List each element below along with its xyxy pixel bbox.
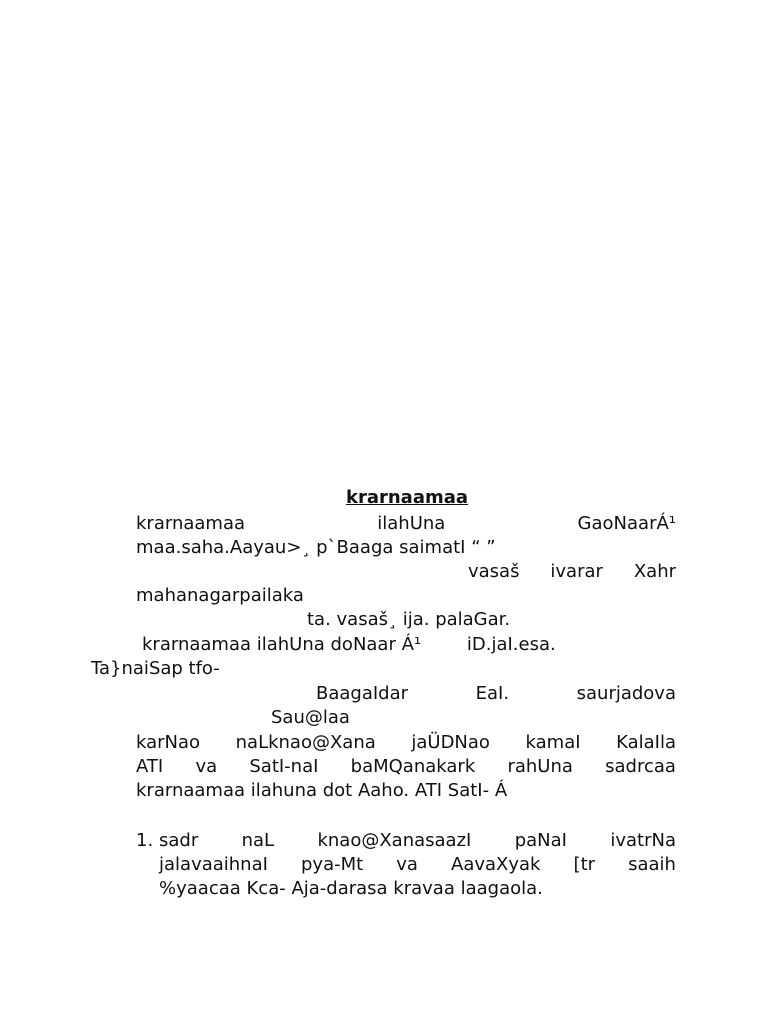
- word: pya-Mt: [301, 854, 364, 875]
- word: Xahr: [633, 561, 676, 582]
- paragraph-line-12: krarnaamaa ilahuna dot Aaho. ATI SatI- Á: [136, 780, 508, 801]
- paragraph-line-2: maa.saha.Aayau>¸ p`Baaga saimatI “ ”: [136, 537, 496, 558]
- word: jalavaaihnaI: [159, 854, 268, 875]
- list-item-line-2: [159, 853, 676, 877]
- word: va: [396, 854, 418, 875]
- word: EaI.: [475, 683, 510, 704]
- paragraph-line-5: ta. vasaš¸ ija. palaGar.: [307, 609, 511, 630]
- word: naLknao@Xana: [235, 732, 376, 753]
- word: naL: [241, 830, 275, 851]
- document-title: krarnaamaa: [345, 487, 469, 508]
- word: rahUna: [507, 756, 573, 777]
- list-item-line-3: %yaacaa Kca- Aja-darasa kravaa laagaola.: [159, 878, 543, 899]
- word: saaih: [628, 854, 676, 875]
- word: KalaIla: [616, 732, 676, 753]
- word: ilahUna: [377, 513, 446, 534]
- word: BaagaIdar: [316, 683, 409, 704]
- word: SatI-naI: [249, 756, 319, 777]
- word: sadrcaa: [605, 756, 676, 777]
- list-item-line-1: [159, 829, 676, 853]
- word: [tr: [573, 854, 596, 875]
- word: paNaI: [514, 830, 567, 851]
- word: vasaš: [468, 561, 520, 582]
- word: GaoNaarÁ¹: [577, 513, 676, 534]
- list-item-number: 1.: [136, 830, 154, 851]
- word: va: [195, 756, 218, 777]
- paragraph-line-1: [136, 512, 676, 536]
- word: knao@XanasaazI: [317, 830, 472, 851]
- paragraph-line-4: mahanagarpailaka: [136, 585, 304, 606]
- paragraph-line-9: Sau@laa: [271, 707, 350, 728]
- word: ATI: [136, 756, 164, 777]
- word: jaÜDNao: [411, 732, 490, 753]
- paragraph-line-7: Ta}naiSap tfo-: [91, 658, 220, 679]
- paragraph-line-10: [136, 731, 676, 755]
- word: saurjadova: [576, 683, 676, 704]
- paragraph-line-6: krarnaamaa ilahUna doNaar Á¹ iD.jaI.esa.: [142, 634, 556, 655]
- word: ivatrNa: [610, 830, 676, 851]
- paragraph-line-3: [468, 560, 676, 584]
- word: AavaXyak: [451, 854, 541, 875]
- paragraph-line-11: [136, 755, 676, 779]
- word: ivarar: [550, 561, 603, 582]
- paragraph-line-8: [316, 682, 676, 706]
- word: sadr: [159, 830, 199, 851]
- word: krarnaamaa: [136, 513, 246, 534]
- word: karNao: [136, 732, 201, 753]
- word: baMQanakark: [350, 756, 476, 777]
- word: kamaI: [525, 732, 581, 753]
